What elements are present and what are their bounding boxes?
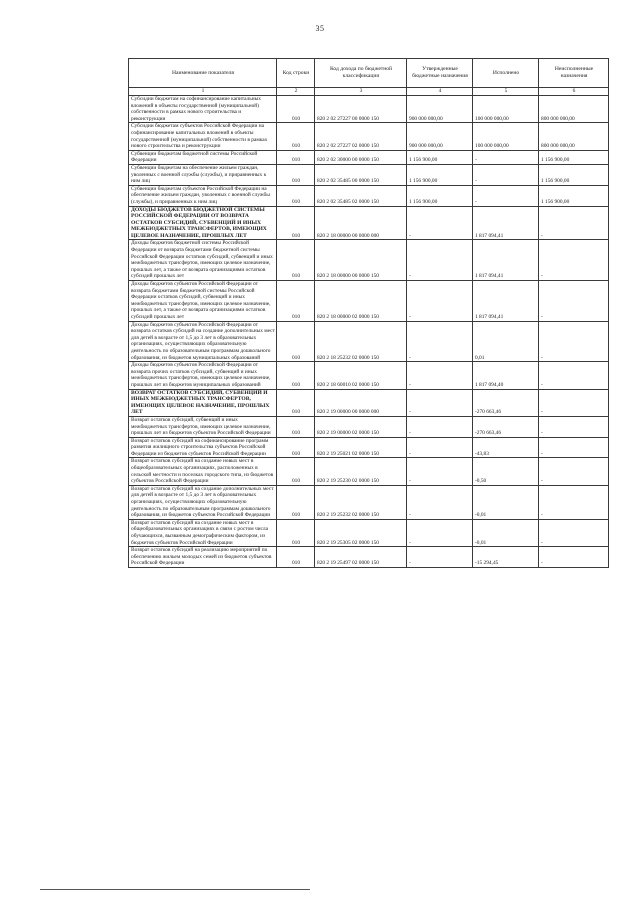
row-executed: 100 000 000,00 [473, 123, 539, 150]
row-executed: - [473, 185, 539, 206]
row-approved: 900 000 000,00 [407, 123, 473, 150]
row-income-code: 820 2 02 35485 00 0000 150 [315, 164, 407, 185]
row-line-code: 010 [277, 416, 315, 437]
header-income-code: Код дохода по бюджетной классификации [315, 59, 407, 88]
row-approved: - [407, 519, 473, 546]
table-row [129, 321, 609, 362]
row-executed: -0,50 [473, 458, 539, 485]
row-executed: - [473, 150, 539, 164]
row-income-code: 820 2 18 00000 00 0000 150 [315, 240, 407, 281]
row-unexecuted: - [539, 519, 609, 546]
row-line-code: 010 [277, 164, 315, 185]
row-line-code: 010 [277, 150, 315, 164]
column-number: 5 [473, 88, 539, 96]
table-row [129, 458, 609, 485]
row-approved: - [407, 389, 473, 416]
row-unexecuted: - [539, 547, 609, 568]
row-unexecuted: - [539, 437, 609, 458]
row-executed: - [473, 164, 539, 185]
row-unexecuted: - [539, 416, 609, 437]
row-executed: -0,01 [473, 519, 539, 546]
page-number: 35 [315, 24, 325, 33]
row-approved: - [407, 458, 473, 485]
table-row [129, 416, 609, 437]
table-row [129, 389, 609, 416]
table-row [129, 547, 609, 568]
row-name: Субвенции бюджетам субъектов Российской Федерации на обеспечение жильем граждан, уволенных с военной службы (службы), и приравненных к ним лиц [129, 185, 277, 206]
table-row [129, 123, 609, 150]
row-income-code: 820 2 19 25021 02 0000 150 [315, 437, 407, 458]
row-name: Субсидии бюджетам субъектов Российской Федерации на софинансирование капитальных вложений в объекты государственной (муниципальной) собственности в рамках нового строительства и реконструкции [129, 123, 277, 150]
row-line-code: 010 [277, 437, 315, 458]
row-unexecuted: 1 156 900,00 [539, 150, 609, 164]
header-name: Наименование показателя [129, 59, 277, 88]
row-name: Субвенции бюджетам на обеспечение жильем граждан, уволенных с военной службы (службы), и приравненных к ним лиц [129, 164, 277, 185]
row-executed: -15 294,45 [473, 547, 539, 568]
column-number: 6 [539, 88, 609, 96]
row-executed: 0,01 [473, 321, 539, 362]
row-line-code: 010 [277, 321, 315, 362]
header-approved: Утвержденные бюджетные назначения [407, 59, 473, 88]
row-unexecuted: 1 156 900,00 [539, 164, 609, 185]
row-income-code: 820 2 19 25232 02 0000 150 [315, 485, 407, 519]
table-row [129, 164, 609, 185]
bottom-scan-line [40, 889, 310, 890]
table-row [129, 240, 609, 281]
row-line-code: 010 [277, 206, 315, 240]
row-approved: - [407, 362, 473, 389]
row-approved: - [407, 416, 473, 437]
row-unexecuted: - [539, 206, 609, 240]
row-name: Возврат остатков субсидий на реализацию мероприятий по обеспечению жильем молодых семей из бюджетов субъектов Российской Федерации [129, 547, 277, 568]
row-name: Возврат остатков субсидий, субвенций и иных межбюджетных трансфертов, имеющих целевое назначение, прошлых лет из бюджетов субъектов Российской Федерации [129, 416, 277, 437]
row-approved: - [407, 240, 473, 281]
header-row [129, 59, 609, 88]
row-approved: - [407, 547, 473, 568]
row-income-code: 820 2 02 27227 02 0000 150 [315, 123, 407, 150]
column-number-row [129, 88, 609, 96]
column-number: 1 [129, 88, 277, 96]
row-income-code: 820 2 18 25232 02 0000 150 [315, 321, 407, 362]
row-income-code: 820 2 18 00000 02 0000 150 [315, 281, 407, 322]
row-income-code: 820 2 19 00000 02 0000 150 [315, 416, 407, 437]
column-number: 2 [277, 88, 315, 96]
row-executed: 1 817 094,41 [473, 206, 539, 240]
table-row [129, 206, 609, 240]
row-income-code: 820 2 19 25497 02 0000 150 [315, 547, 407, 568]
row-unexecuted: 1 156 900,00 [539, 185, 609, 206]
row-unexecuted: - [539, 485, 609, 519]
row-line-code: 010 [277, 362, 315, 389]
row-executed: -270 663,46 [473, 389, 539, 416]
row-name: Доходы бюджетов субъектов Российской Федерации от возврата остатков субсидий на создание дополнительных мест для детей в возрасте от 1,5 до 3 лет в образовательных организациях, осуществляющих образовательную деятельность по образовательным программам дошкольного образования, из бюджетов муниципальных образований [129, 321, 277, 362]
row-name: Доходы бюджетов субъектов Российской Федерации от возврата прочих остатков субсидий, субвенций и иных межбюджетных трансфертов, имеющих целевое назначение, прошлых лет из бюджетов муниципальных образований [129, 362, 277, 389]
row-name: Субсидии бюджетам на софинансирование капитальных вложений в объекты государственной (муниципальной) собственности в рамках нового строительства и реконструкции [129, 96, 277, 123]
row-income-code: 820 2 18 60010 02 0000 150 [315, 362, 407, 389]
table-row [129, 96, 609, 123]
header-unexecuted: Неисполненные назначения [539, 59, 609, 88]
row-income-code: 820 2 19 25305 02 0000 150 [315, 519, 407, 546]
row-income-code: 820 2 02 27227 00 0000 150 [315, 96, 407, 123]
row-name: Субвенции бюджетам бюджетной системы Российской Федерации [129, 150, 277, 164]
row-line-code: 010 [277, 389, 315, 416]
row-income-code: 820 2 19 25230 02 0000 150 [315, 458, 407, 485]
table-body [129, 96, 609, 568]
row-name: Доходы бюджетов бюджетной системы Российской Федерации от возврата бюджетами бюджетной системы Российской Федерации остатков субсидий, субвенций и иных межбюджетных трансфертов, имеющих целевое назначение, прошлых лет, а также от возврата организациями остатков субсидий прошлых лет [129, 240, 277, 281]
row-line-code: 010 [277, 547, 315, 568]
table-row [129, 519, 609, 546]
row-unexecuted: 800 000 000,00 [539, 96, 609, 123]
table-row [129, 362, 609, 389]
row-approved: 1 156 900,00 [407, 185, 473, 206]
row-executed: -43,83 [473, 437, 539, 458]
row-unexecuted: 800 000 000,00 [539, 123, 609, 150]
row-name: ВОЗВРАТ ОСТАТКОВ СУБСИДИЙ, СУБВЕНЦИЙ И ИНЫХ МЕЖБЮДЖЕТНЫХ ТРАНСФЕРТОВ, ИМЕЮЩИХ ЦЕЛЕВОЕ НАЗНАЧЕНИЕ, ПРОШЛЫХ ЛЕТ [129, 389, 277, 416]
row-income-code: 820 2 19 00000 00 0000 000 [315, 389, 407, 416]
row-line-code: 010 [277, 519, 315, 546]
report-table-container [128, 58, 609, 568]
row-income-code: 820 2 18 00000 00 0000 000 [315, 206, 407, 240]
row-unexecuted: - [539, 321, 609, 362]
column-number: 4 [407, 88, 473, 96]
row-unexecuted: - [539, 281, 609, 322]
row-income-code: 820 2 02 35485 02 0000 150 [315, 185, 407, 206]
row-line-code: 010 [277, 96, 315, 123]
row-approved: 900 000 000,00 [407, 96, 473, 123]
row-executed: -0,01 [473, 485, 539, 519]
row-executed: 100 000 000,00 [473, 96, 539, 123]
row-unexecuted: - [539, 240, 609, 281]
row-income-code: 820 2 02 30000 00 0000 150 [315, 150, 407, 164]
row-approved: - [407, 321, 473, 362]
row-line-code: 010 [277, 485, 315, 519]
table-row [129, 485, 609, 519]
row-name: ДОХОДЫ БЮДЖЕТОВ БЮДЖЕТНОЙ СИСТЕМЫ РОССИЙСКОЙ ФЕДЕРАЦИИ ОТ ВОЗВРАТА ОСТАТКОВ СУБСИДИЙ, СУБВЕНЦИЙ И ИНЫХ МЕЖБЮДЖЕТНЫХ ТРАНСФЕРТОВ, ИМЕЮЩИХ ЦЕЛЕВОЕ НАЗНАЧЕНИЕ, ПРОШЛЫХ ЛЕТ [129, 206, 277, 240]
row-line-code: 010 [277, 458, 315, 485]
row-line-code: 010 [277, 185, 315, 206]
row-name: Возврат остатков субсидий на софинансирование программ развития жилищного строительства субъектов Российской Федерации из бюджетов субъектов Российской Федерации [129, 437, 277, 458]
row-approved: 1 156 900,00 [407, 164, 473, 185]
row-approved: 1 156 900,00 [407, 150, 473, 164]
row-approved: - [407, 281, 473, 322]
row-executed: 1 817 094,40 [473, 362, 539, 389]
row-name: Доходы бюджетов субъектов Российской Федерации от возврата бюджетами бюджетной системы Российской Федерации остатков субсидий, субвенций и иных межбюджетных трансфертов, имеющих целевое назначение, прошлых лет, а также от возврата организациями остатков субсидий прошлых лет [129, 281, 277, 322]
row-executed: 1 817 094,41 [473, 281, 539, 322]
table-row [129, 437, 609, 458]
row-name: Возврат остатков субсидий на создание новых мест в общеобразовательных организациях, расположенных в сельской местности и поселках городского типа, из бюджетов субъектов Российской Федерации [129, 458, 277, 485]
row-approved: - [407, 485, 473, 519]
row-name: Возврат остатков субсидий на создание дополнительных мест для детей в возрасте от 1,5 до 3 лет в образовательных организациях, осуществляющих образовательную деятельность по образовательным программам дошкольного образования, из бюджетов субъектов Российской Федерации [129, 485, 277, 519]
row-unexecuted: - [539, 362, 609, 389]
column-number: 3 [315, 88, 407, 96]
header-line-code: Код строки [277, 59, 315, 88]
table-row [129, 150, 609, 164]
row-line-code: 010 [277, 240, 315, 281]
row-line-code: 010 [277, 123, 315, 150]
row-approved: - [407, 206, 473, 240]
budget-execution-table [128, 58, 609, 568]
header-executed: Исполнено [473, 59, 539, 88]
row-executed: -270 663,46 [473, 416, 539, 437]
row-line-code: 010 [277, 281, 315, 322]
table-row [129, 185, 609, 206]
row-name: Возврат остатков субсидий на создание новых мест в общеобразовательных организациях в связи с ростом числа обучающихся, вызванным демографическим фактором, из бюджетов субъектов Российской Федерации [129, 519, 277, 546]
row-unexecuted: - [539, 458, 609, 485]
table-row [129, 281, 609, 322]
row-executed: 1 817 094,41 [473, 240, 539, 281]
row-approved: - [407, 437, 473, 458]
row-unexecuted: - [539, 389, 609, 416]
